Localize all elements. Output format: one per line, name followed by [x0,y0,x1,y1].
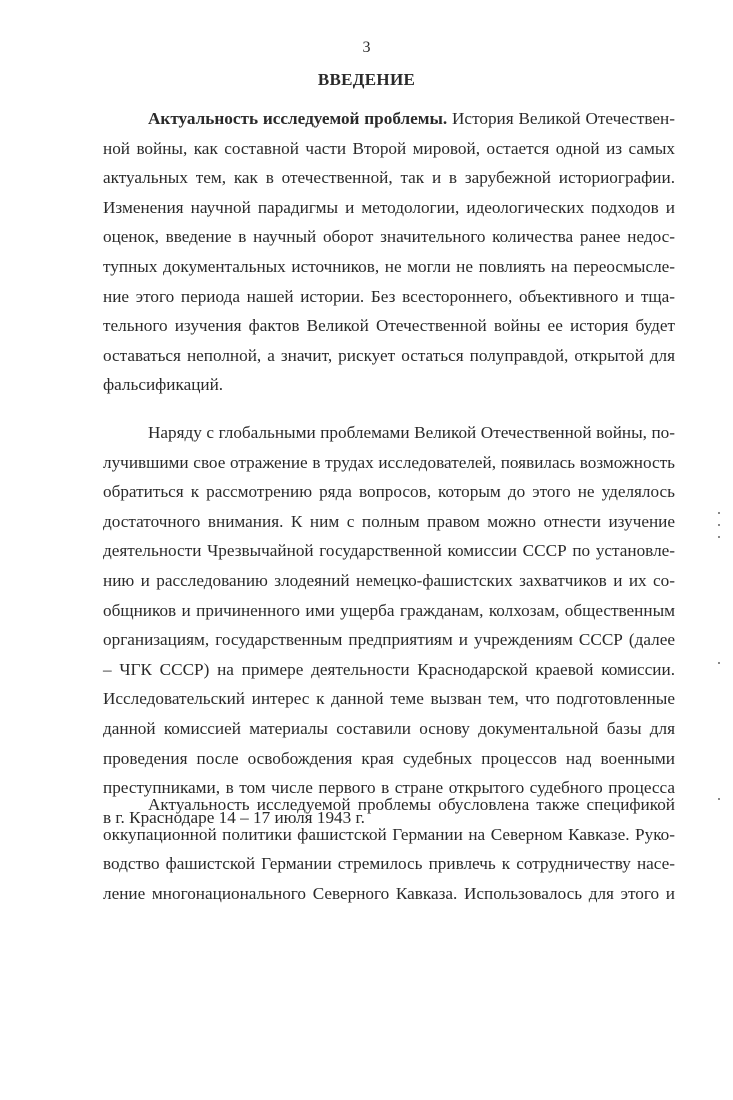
text-line: водство фашистской Германии стремилось привлечь к сотрудничеству насе- [103,854,675,874]
text-line: Актуальность исследуемой проблемы обусловлена также спецификой [148,795,675,814]
text-line: ление многонационального Северного Кавказа. Использовалось для этого и [103,883,675,903]
text-line: в г. Краснодаре 14 – 17 июля 1943 г. [103,807,365,827]
paragraph-1 [103,104,675,400]
text-line: нию и расследованию злодеяний немецко-фашистских захватчиков и их со- [103,570,675,590]
section-heading: ВВЕДЕНИЕ [317,70,416,89]
text-line: тупных документальных источников, не могли не повлиять на переосмысле- [103,256,675,276]
paragraph-3 [103,790,675,908]
text-line: общников и причиненного ими ущерба гражданам, колхозам, общественным [103,600,675,620]
text-line: Изменения научной парадигмы и методологии, идеологических подходов и [103,197,675,217]
text-line: фальсификаций. [103,375,224,395]
scan-mark [718,662,720,664]
scan-mark [718,798,720,800]
text-line: достаточного внимания. К ним с полным правом можно отнести изучение [103,511,675,531]
text-line: организациям, государственным предприятиям и учреждениям СССР (далее [103,630,675,650]
page-number: 3 [362,39,371,56]
scan-mark [718,536,720,538]
text-line: актуальных тем, как в отечественной, так и в зарубежной историографии. [103,168,675,188]
bold-lead-phrase: Актуальность исследуемой проблемы. [148,109,448,128]
paragraph-2 [103,418,675,832]
text-line [103,104,675,134]
text-line: оставаться неполной, а значит, рискует остаться полуправдой, открытой для [103,345,675,365]
text-line: – ЧГК СССР) на примере деятельности Краснодарской краевой комиссии. [103,659,675,679]
scan-mark [718,512,720,514]
text-line: ной войны, как составной части Второй мировой, остается одной из самых [103,138,675,158]
scan-mark [718,524,720,526]
text-line-content: История Великой Отечествен- [447,109,675,128]
text-line: данной комиссией материалы составили основу документальной базы для [103,718,675,738]
text-line: деятельности Чрезвычайной государственной комиссии СССР по установле- [103,541,675,561]
text-line: ние этого периода нашей истории. Без всестороннего, объективного и тща- [103,286,675,306]
text-line: преступниками, в том числе первого в стране открытого судебного процесса [103,778,675,798]
text-line: оккупационной политики фашистской Германии на Северном Кавказе. Руко- [103,824,675,844]
text-line: тельного изучения фактов Великой Отечественной войны ее история будет [103,316,675,336]
text-line: лучившими свое отражение в трудах исследователей, появилась возможность [103,452,675,472]
text-line: обратиться к рассмотрению ряда вопросов, которым до этого не уделялось [103,482,675,502]
text-line: проведения после освобождения края судебных процессов над военными [103,748,675,768]
text-line: Исследовательский интерес к данной теме вызван тем, что подготовленные [103,689,675,709]
text-line: Наряду с глобальными проблемами Великой Отечественной войны, по- [148,423,675,442]
text-line: оценок, введение в научный оборот значительного количества ранее недос- [103,227,675,247]
